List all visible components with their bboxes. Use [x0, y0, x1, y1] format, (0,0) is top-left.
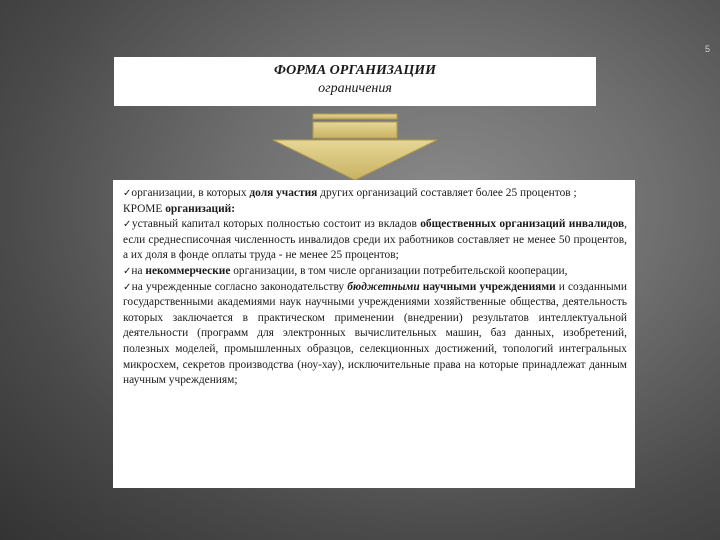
item-text: на — [131, 264, 146, 277]
title-box — [114, 57, 596, 106]
list-item — [123, 280, 627, 389]
checkmark-icon: ✓ — [123, 265, 132, 277]
except-emphasis: организаций: — [165, 202, 236, 215]
item-text: и созданными государственными академиями наук научными учреждениями хозяйственные общества, деятельность которых заключается в практическом применении (внедрении) результатов интеллектуальной деятельности (программ для электронных вычислительных машин, баз данных, изобретений, полезных моделей, промышленных образцов, селекционных достижений, топологий интегральных микросхем, секретов производства (ноу-хау), исключительные права на которые принадлежат данным научным учреждениям; — [123, 280, 627, 387]
checkmark-icon: ✓ — [123, 188, 132, 199]
list-item — [123, 217, 627, 264]
list-item — [123, 264, 627, 280]
slide-subtitle: ограничения — [318, 81, 392, 96]
checkmark-icon: ✓ — [123, 281, 132, 293]
slide-number: 5 — [704, 44, 710, 54]
content-box — [113, 180, 635, 488]
item-emphasis: научными учреждениями — [422, 280, 556, 293]
item-text: , если среднесписочная численность инвалидов среди их работников составляет не менее 50 процентов, а их доля в фонде оплаты труда - не менее 25 процентов; — [123, 218, 627, 262]
item-text: на учрежденные согласно законодательству — [131, 280, 348, 293]
item-text: организации, в которых — [131, 187, 250, 199]
checkmark-icon: ✓ — [123, 219, 132, 231]
item-emphasis: доля участия — [249, 187, 318, 199]
down-arrow-icon — [270, 112, 440, 182]
item-emphasis-italic: бюджетными — [347, 280, 420, 293]
item-text: других организаций составляет более 25 процентов ; — [317, 187, 577, 199]
item-emphasis: некоммерческие — [145, 264, 231, 277]
slide-title: ФОРМА ОРГАНИЗАЦИИ — [274, 63, 436, 78]
item-text: уставный капитал которых полностью состоит из вкладов — [131, 218, 421, 231]
list-item — [123, 186, 627, 202]
except-label: КРОМЕ — [123, 202, 166, 215]
except-line — [123, 202, 627, 218]
item-emphasis: общественных организаций инвалидов — [420, 218, 625, 231]
restrictions-text — [123, 186, 627, 389]
item-text: организации, в том числе организации потребительской кооперации, — [230, 264, 568, 277]
